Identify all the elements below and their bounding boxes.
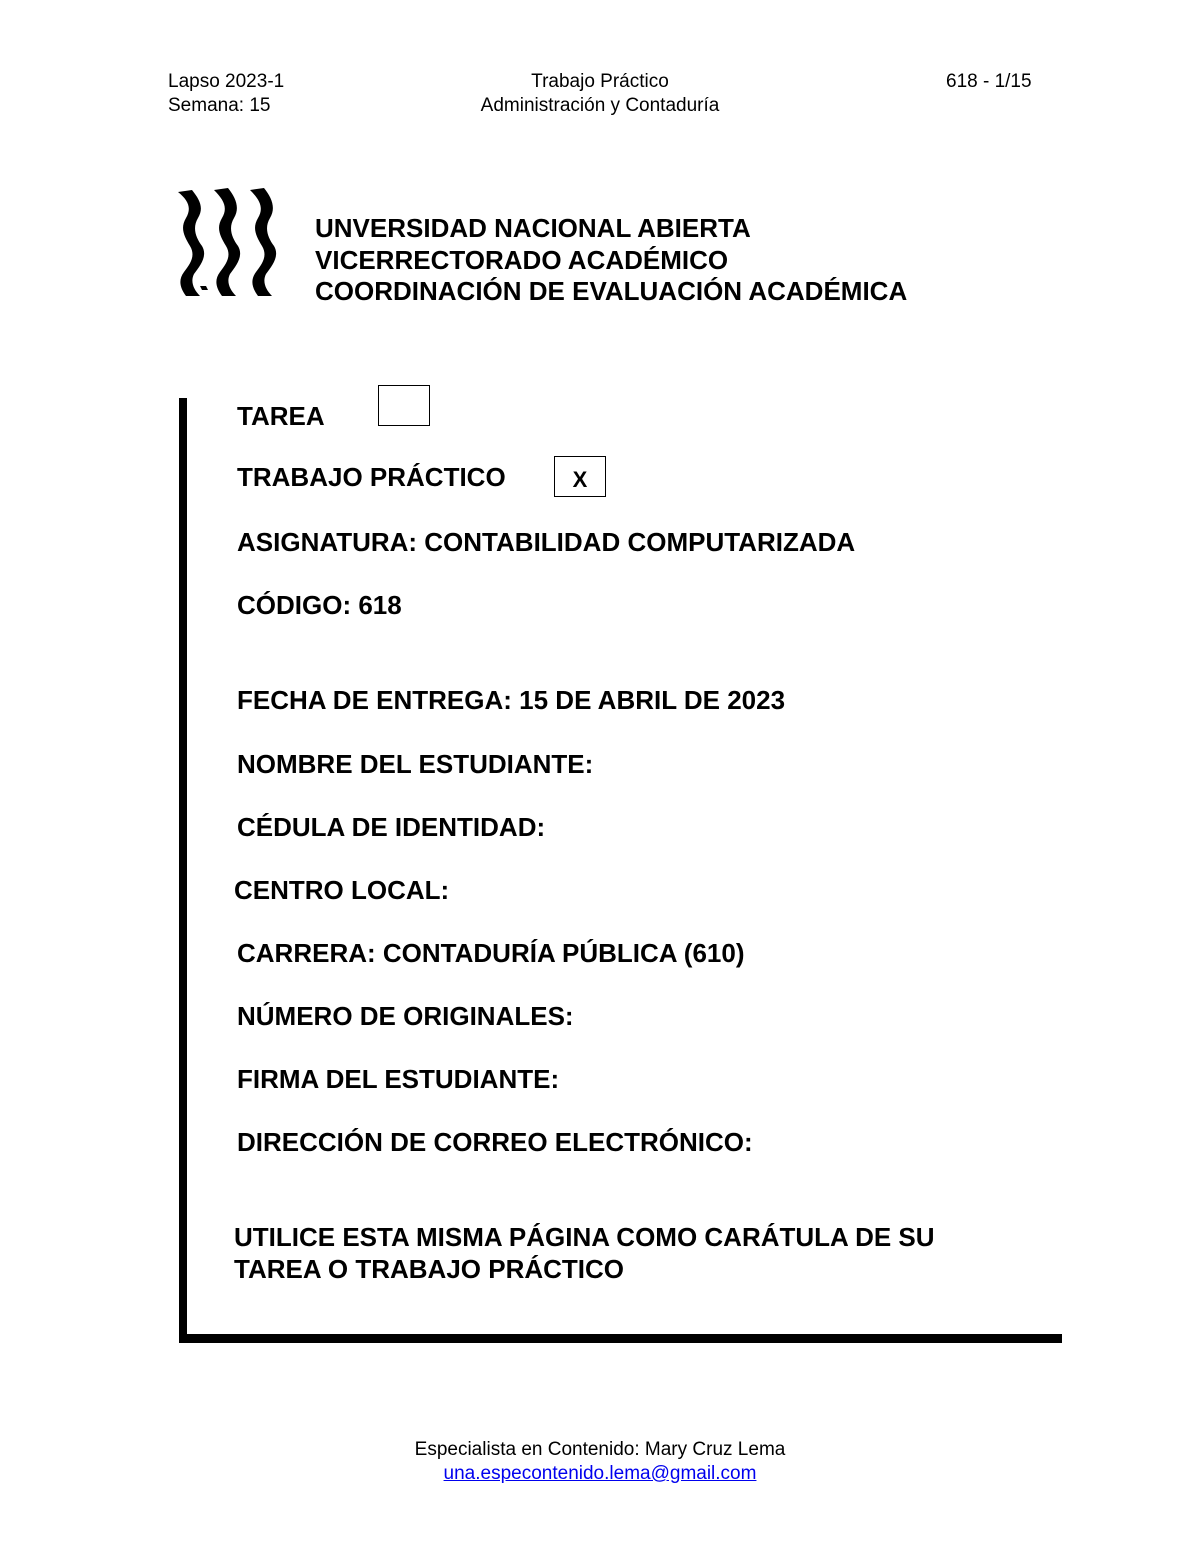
page-ref: 618 - 1/15 — [946, 71, 1032, 92]
area-text: Administración y Contaduría — [480, 95, 720, 116]
nombre-estudiante-field: NOMBRE DEL ESTUDIANTE: — [237, 749, 594, 779]
una-logo-icon — [170, 186, 280, 298]
carrera-field: CARRERA: CONTADURÍA PÚBLICA (610) — [237, 938, 745, 968]
lapso-text: Lapso 2023-1 — [168, 71, 285, 92]
institution-name: UNVERSIDAD NACIONAL ABIERTA — [315, 213, 751, 243]
numero-originales-field: NÚMERO DE ORIGINALES: — [237, 1001, 574, 1031]
frame-bottom-border — [179, 1334, 1062, 1343]
tarea-checkbox[interactable] — [378, 385, 430, 426]
correo-field: DIRECCIÓN DE CORREO ELECTRÓNICO: — [237, 1127, 753, 1157]
closing-instructions — [234, 1221, 935, 1285]
specialist-email-link[interactable]: una.especontenido.lema@gmail.com — [443, 1463, 757, 1484]
fecha-entrega-field: FECHA DE ENTREGA: 15 DE ABRIL DE 2023 — [237, 685, 786, 715]
specialist-text: Especialista en Contenido: Mary Cruz Lema — [414, 1439, 786, 1460]
trabajo-practico-label: TRABAJO PRÁCTICO — [237, 462, 506, 492]
centro-local-field: CENTRO LOCAL: — [234, 875, 450, 905]
closing-line-1: UTILICE ESTA MISMA PÁGINA COMO CARÁTULA DE SU — [234, 1222, 935, 1252]
vicerrectorado: VICERRECTORADO ACADÉMICO — [315, 244, 729, 275]
asignatura-field: ASIGNATURA: CONTABILIDAD COMPUTARIZADA — [237, 527, 856, 557]
codigo-field: CÓDIGO: 618 — [237, 590, 402, 620]
tarea-label: TAREA — [237, 401, 325, 431]
closing-line-2: TAREA O TRABAJO PRÁCTICO — [234, 1254, 624, 1284]
firma-field: FIRMA DEL ESTUDIANTE: — [237, 1064, 560, 1094]
institution-block — [315, 213, 907, 308]
trabajo-practico-checkbox[interactable]: X — [554, 456, 606, 497]
coordinacion: COORDINACIÓN DE EVALUACIÓN ACADÉMICA — [315, 276, 908, 306]
doc-type-text: Trabajo Práctico — [531, 71, 669, 92]
semana-text: Semana: 15 — [168, 95, 271, 116]
frame-left-border — [179, 398, 187, 1338]
footer — [0, 1438, 1200, 1486]
cedula-field: CÉDULA DE IDENTIDAD: — [237, 812, 546, 842]
